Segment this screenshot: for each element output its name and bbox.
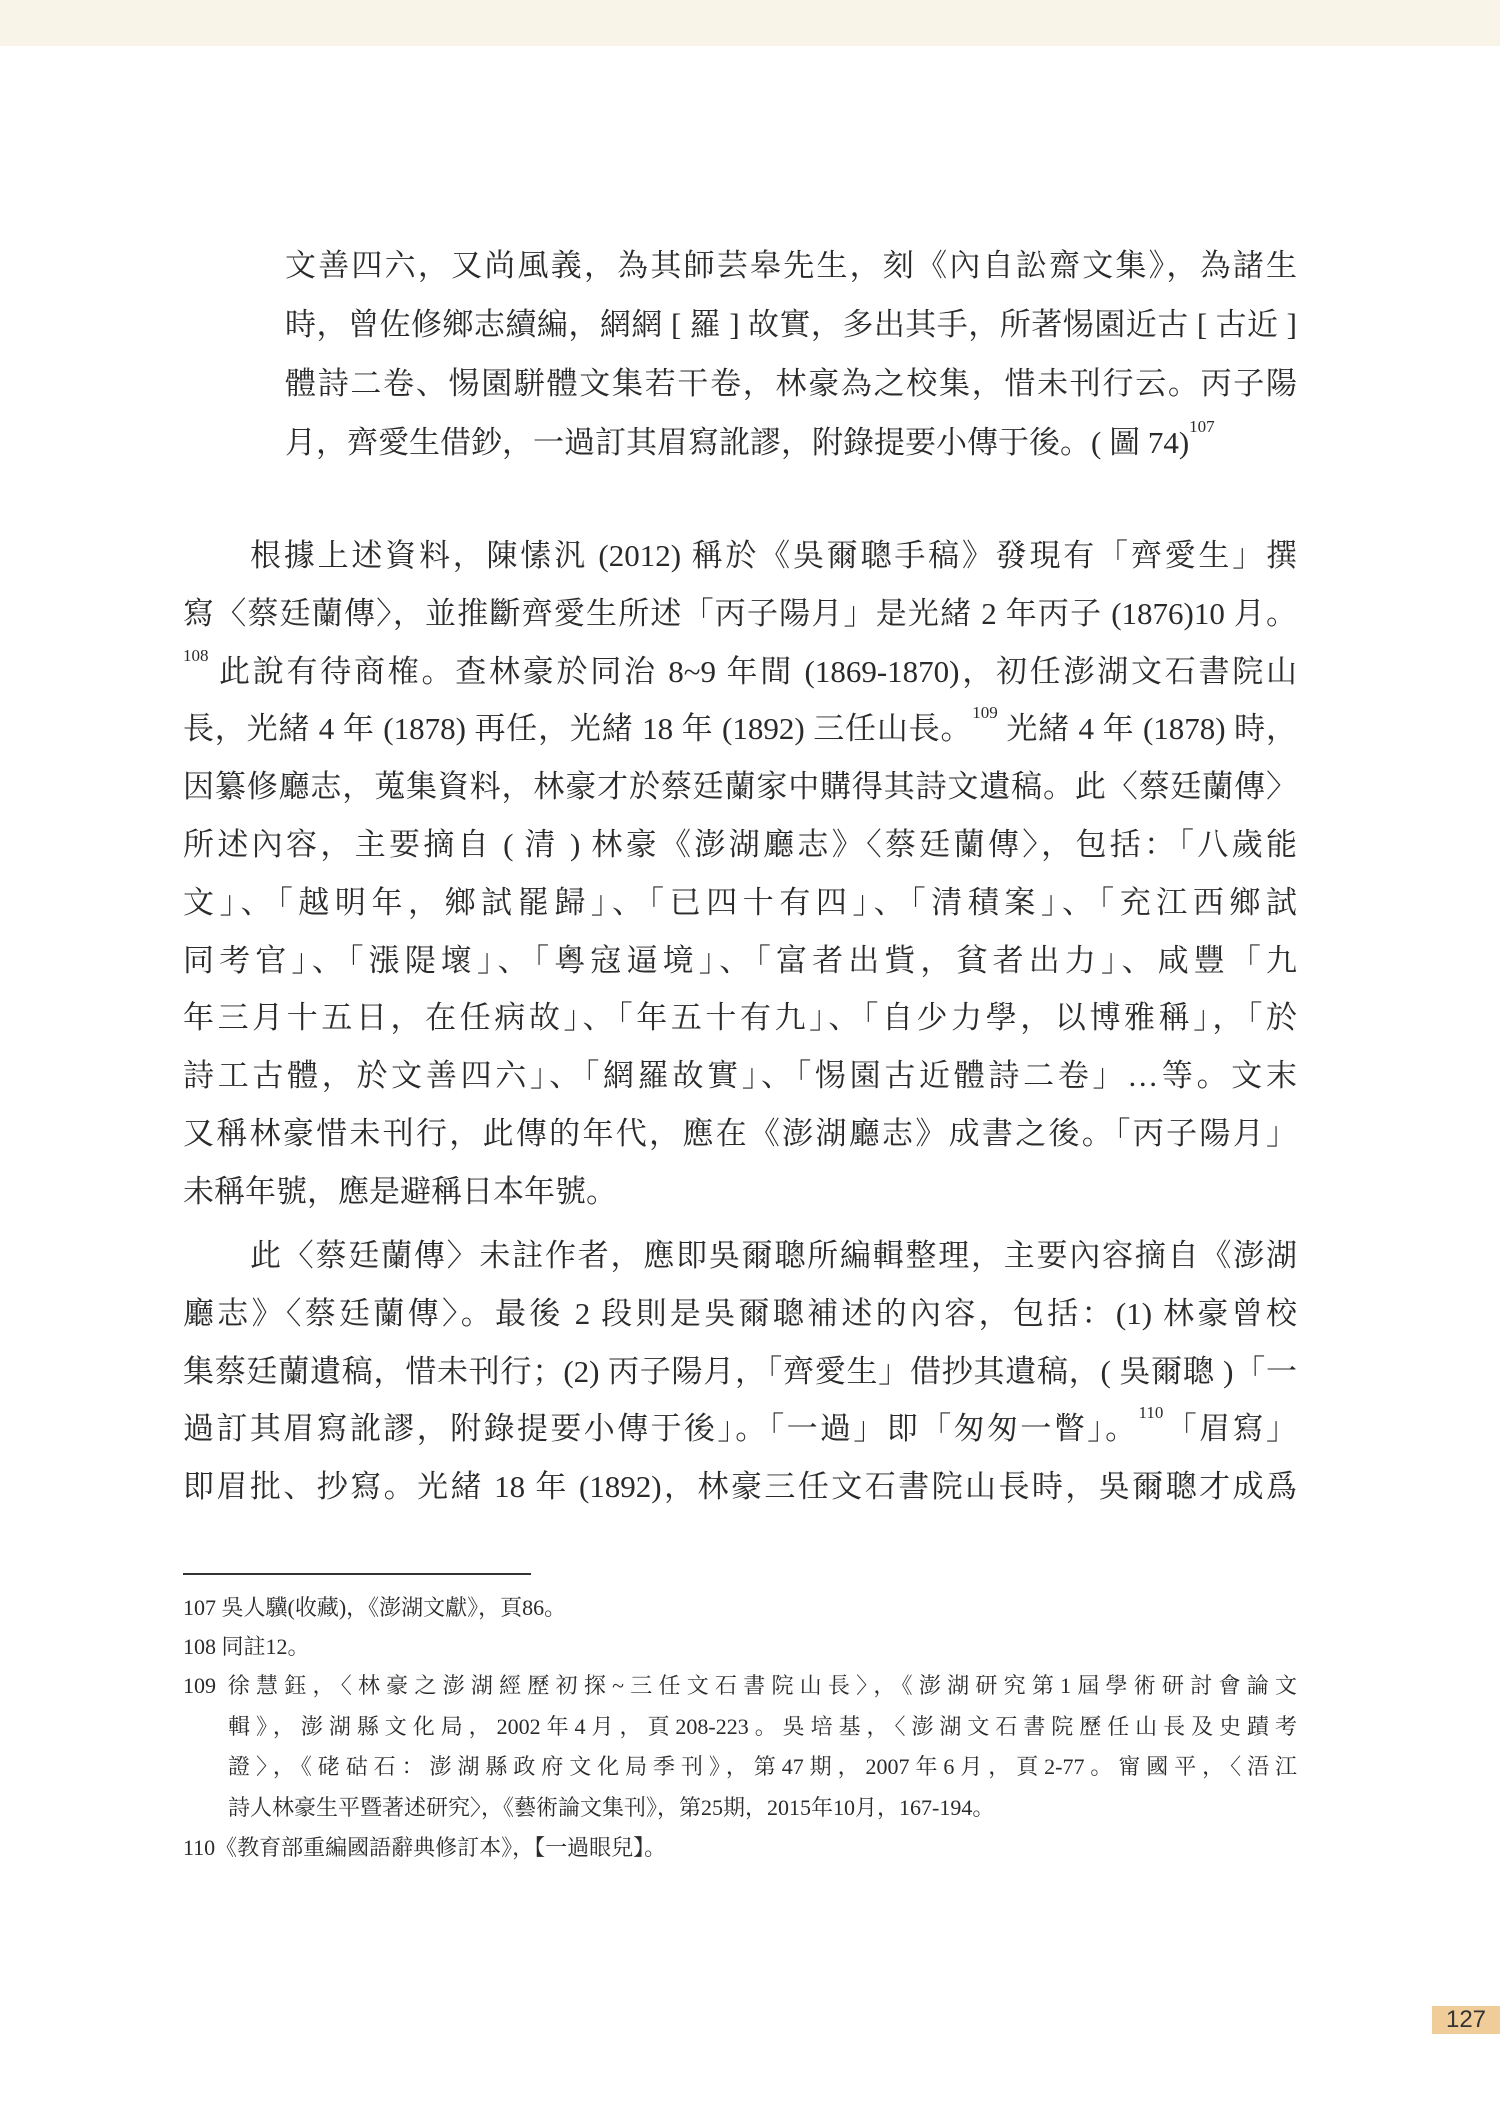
body-line	[250, 1234, 1297, 1278]
quote-line	[285, 303, 1297, 347]
quote-line	[285, 362, 1297, 406]
text-run: 此說有待商榷。查林豪於同治 8~9 年間 (1869-1870)，初任澎湖文石書院山	[208, 653, 1297, 689]
footnote-line: 109 徐慧鈺，〈林豪之澎湖經歷初探~三任文石書院山長〉，《澎湖研究第1屆學術研討會論文	[183, 1673, 1297, 1698]
footnote-line: 107 吳人驥(收藏)，《澎湖文獻》，頁86。	[183, 1595, 567, 1620]
text-run: 廳志》〈蔡廷蘭傳〉。最後 2 段則是吳爾聰補述的內容，包括：(1) 林豪曾校	[183, 1295, 1297, 1331]
body-line	[183, 1292, 1297, 1336]
body-line	[183, 1350, 1297, 1394]
footnote-line: 108 同註12。	[183, 1634, 310, 1659]
text-run: 寫〈蔡廷蘭傳〉，並推斷齊愛生所述「丙子陽月」是光緒 2 年丙子 (1876)10 月。	[183, 595, 1297, 631]
body-line	[183, 996, 1297, 1040]
footnote-ref[interactable]: 108	[183, 645, 209, 665]
text-run: 時，曾佐修鄉志續編，網網 [ 羅 ] 故實，多出其手，所著惕園近古 [ 古近 ]	[285, 307, 1297, 342]
text-run: 又稱林豪惜未刊行，此傳的年代，應在《澎湖廳志》成書之後。「丙子陽月」	[183, 1116, 1297, 1151]
footnote-line: 詩人林豪生平暨著述研究〉，《藝術論文集刊》，第25期，2015年10月，167-194。	[228, 1794, 995, 1820]
body-line	[183, 881, 1297, 925]
body-line	[183, 1112, 1297, 1156]
footnote-ref[interactable]: 110	[1138, 1403, 1164, 1423]
text-run: 即眉批、抄寫。光緒 18 年 (1892)，林豪三任文石書院山長時，吳爾聰才成爲	[183, 1469, 1297, 1505]
footnote-divider	[183, 1573, 531, 1575]
body-line	[183, 1170, 1297, 1214]
text-run: 未稱年號，應是避稱日本年號。	[183, 1173, 617, 1209]
text-run: 光緒 4 年 (1878) 時，	[997, 711, 1297, 747]
body-line	[183, 645, 1297, 694]
quote-line	[285, 244, 1297, 288]
text-run: 此〈蔡廷蘭傳〉未註作者，應即吳爾聰所編輯整理，主要內容摘自《澎湖	[250, 1238, 1297, 1273]
body-line	[183, 823, 1297, 867]
quote-line	[285, 417, 1297, 465]
text-run: 根據上述資料，陳愫汎 (2012) 稱於《吳爾聰手稿》發現有「齊愛生」撰	[250, 538, 1297, 573]
text-run: 「眉寫」	[1163, 1411, 1298, 1447]
body-line	[183, 1403, 1298, 1451]
text-run: 集蔡廷蘭遺稿，惜未刊行；(2) 丙子陽月，「齊愛生」借抄其遺稿，( 吳爾聰 )「一	[183, 1353, 1297, 1389]
body-line	[183, 1465, 1297, 1509]
footnote-ref[interactable]: 109	[972, 703, 998, 723]
text-run: 所述內容，主要摘自 ( 清 ) 林豪《澎湖廳志》〈蔡廷蘭傳〉，包括：「八歲能	[183, 827, 1297, 862]
body-line	[183, 939, 1297, 983]
body-line	[250, 534, 1297, 578]
text-run: 文」、「越明年，鄉試罷歸」、「已四十有四」、「清積案」、「充江西鄉試	[183, 884, 1297, 920]
body-line	[183, 703, 1297, 751]
text-run: 月，齊愛生借鈔，一過訂其眉寫訛謬，附錄提要小傳于後。( 圖 74)	[285, 425, 1190, 460]
text-run: 文善四六，又尚風義，為其師芸皋先生，刻《內自訟齋文集》，為諸生	[285, 248, 1297, 283]
body-line	[183, 1054, 1297, 1098]
text-run: 過訂其眉寫訛謬，附錄提要小傳于後」。「一過」即「匆匆一瞥」。	[183, 1411, 1139, 1447]
text-run: 同考官」、「漲隄壞」、「粵寇逼境」、「富者出貲，貧者出力」、咸豐「九	[183, 942, 1297, 978]
page-number: 127	[1432, 2006, 1500, 2034]
text-run: 體詩二卷、惕園駢體文集若干卷，林豪為之校集，惜未刊行云。丙子陽	[285, 366, 1297, 401]
footnote-line: 110《教育部重編國語辭典修訂本》，【一過眼兒】。	[183, 1835, 667, 1860]
scan-top-band	[0, 0, 1500, 46]
body-line	[183, 592, 1297, 636]
text-run: 詩工古體，於文善四六」、「網羅故實」、「惕園古近體詩二卷」…等。文末	[183, 1058, 1297, 1094]
text-run: 因纂修廳志，蒐集資料，林豪才於蔡廷蘭家中購得其詩文遺稿。此〈蔡廷蘭傳〉	[183, 769, 1297, 805]
footnote-line: 證〉，《硓𥑮石：澎湖縣政府文化局季刊》，第47期，2007年6月，頁2-77。甯國平，〈浯江	[228, 1754, 1297, 1779]
footnote-ref[interactable]: 107	[1189, 417, 1215, 436]
text-run: 年三月十五日，在任病故」、「年五十有九」、「自少力學，以博雅稱」，「於	[183, 1000, 1297, 1036]
body-line	[183, 765, 1297, 809]
footnote-line: 輯》，澎湖縣文化局，2002年4月，頁208-223。吳培基，〈澎湖文石書院歷任山長及史蹟考	[228, 1713, 1297, 1739]
text-run: 長，光緒 4 年 (1878) 再任，光緒 18 年 (1892) 三任山長。	[183, 711, 973, 747]
